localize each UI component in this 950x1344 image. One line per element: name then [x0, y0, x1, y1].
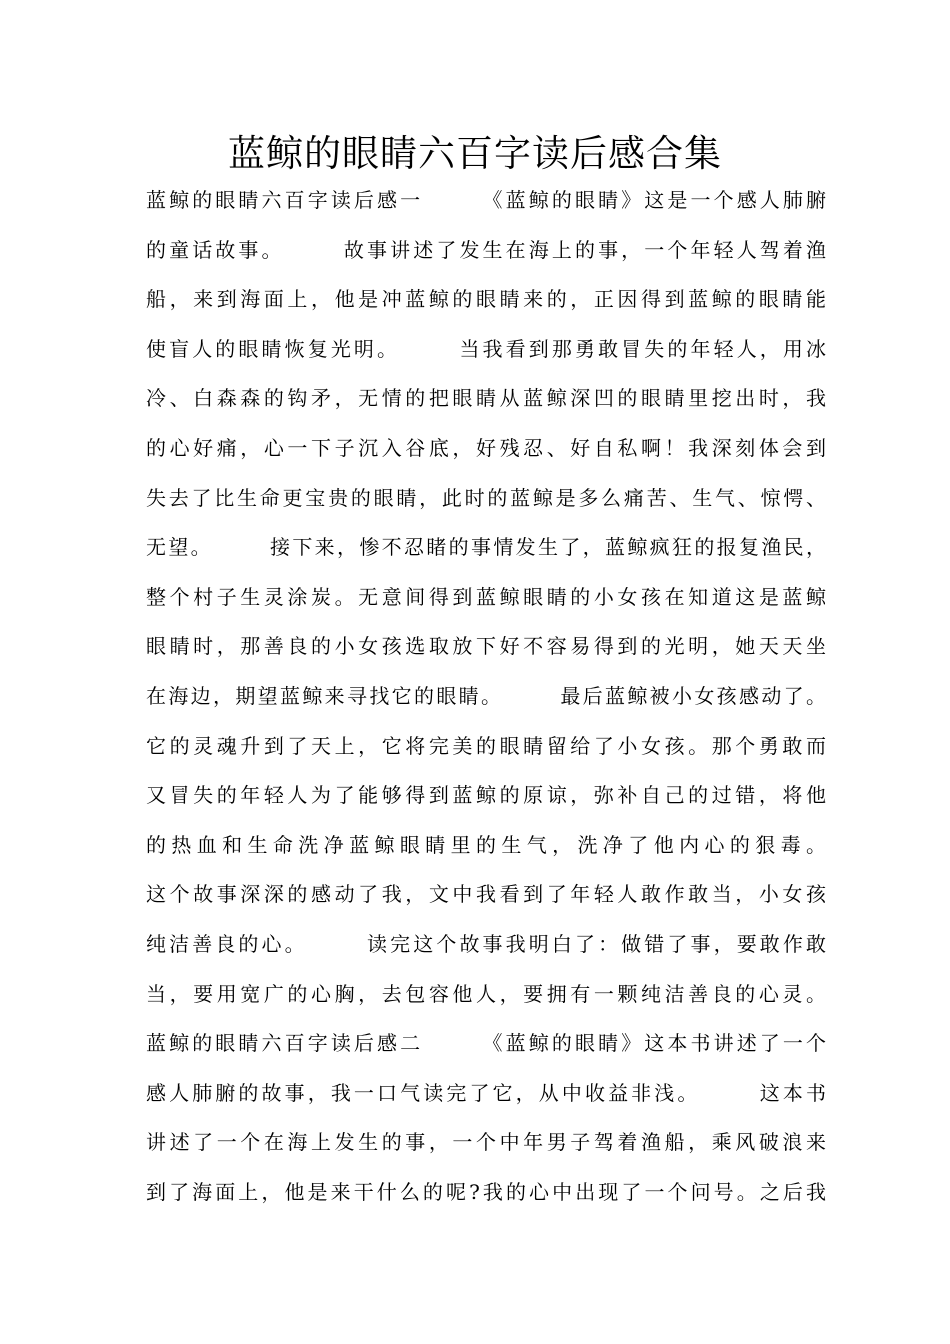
text-line: 在海边，期望蓝鲸来寻找它的眼睛。 最后蓝鲸被小女孩感动了。 — [146, 683, 826, 708]
text-line: 这个故事深深的感动了我，文中我看到了年轻人敢作敢当，小女孩 — [146, 882, 826, 907]
text-line: 船，来到海面上，他是冲蓝鲸的眼睛来的，正因得到蓝鲸的眼睛能 — [146, 287, 826, 312]
text-line: 眼睛时，那善良的小女孩选取放下好不容易得到的光明，她天天坐 — [146, 634, 826, 659]
text-line: 感人肺腑的故事，我一口气读完了它，从中收益非浅。 这本书 — [146, 1080, 826, 1105]
text-line: 蓝鲸的眼睛六百字读后感一 《蓝鲸的眼睛》这是一个感人肺腑 — [146, 188, 826, 212]
text-line: 冷、白森森的钩矛，无情的把眼睛从蓝鲸深凹的眼睛里挖出时，我 — [146, 386, 826, 411]
text-line: 的热血和生命洗净蓝鲸眼睛里的生气，洗净了他内心的狠毒。 — [146, 832, 826, 857]
text-line: 无望。 接下来，惨不忍睹的事情发生了，蓝鲸疯狂的报复渔民， — [146, 535, 826, 560]
text-line: 纯洁善良的心。 读完这个故事我明白了：做错了事，要敢作敢 — [146, 931, 826, 956]
text-line: 讲述了一个在海上发生的事，一个中年男子驾着渔船，乘风破浪来 — [146, 1130, 826, 1155]
text-line: 失去了比生命更宝贵的眼睛，此时的蓝鲸是多么痛苦、生气、惊愕、 — [146, 485, 826, 510]
text-line: 它的灵魂升到了天上，它将完美的眼睛留给了小女孩。那个勇敢而 — [146, 733, 826, 758]
document-title: 蓝鲸的眼睛六百字读后感合集 — [228, 132, 722, 175]
text-line: 蓝鲸的眼睛六百字读后感二 《蓝鲸的眼睛》这本书讲述了一个 — [146, 1031, 826, 1056]
text-line: 整个村子生灵涂炭。无意间得到蓝鲸眼睛的小女孩在知道这是蓝鲸 — [146, 584, 826, 609]
text-line: 使盲人的眼睛恢复光明。 当我看到那勇敢冒失的年轻人，用冰 — [146, 336, 826, 361]
text-line: 的心好痛，心一下子沉入谷底，好残忍、好自私啊！我深刻体会到 — [146, 435, 826, 460]
text-line: 到了海面上，他是来干什么的呢?我的心中出现了一个问号。之后我 — [146, 1179, 826, 1204]
text-line: 的童话故事。 故事讲述了发生在海上的事，一个年轻人驾着渔 — [146, 237, 826, 262]
document-body — [146, 176, 826, 1217]
text-line: 当，要用宽广的心胸，去包容他人，要拥有一颗纯洁善良的心灵。 — [146, 981, 826, 1006]
text-line: 又冒失的年轻人为了能够得到蓝鲸的原谅，弥补自己的过错，将他 — [146, 783, 826, 808]
